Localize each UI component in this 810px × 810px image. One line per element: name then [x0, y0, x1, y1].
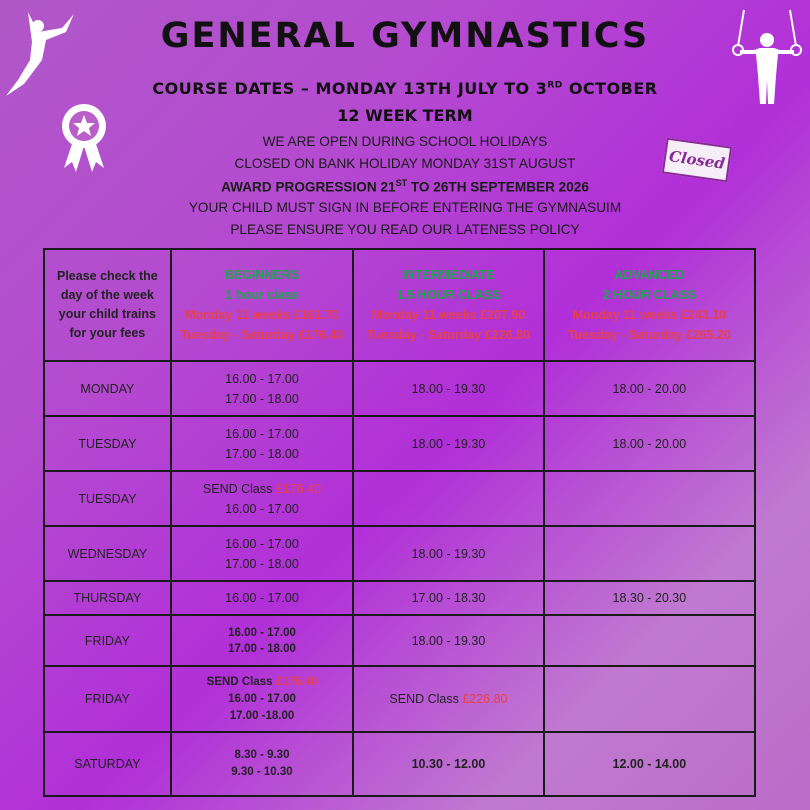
advanced-header: ADVANCED 2 HOUR CLASS Monday 11 weeks £243.10 Tuesday - Saturday £265.20 — [544, 249, 755, 361]
beginners-cell: SEND Class £176.40 16.00 - 17.00 17.00 -18.00 — [171, 666, 353, 732]
advanced-cell — [544, 666, 755, 732]
intermediate-cell: 18.00 - 19.30 — [353, 361, 544, 416]
day-cell: THURSDAY — [44, 581, 171, 615]
beginners-cell: 16.00 - 17.00 17.00 - 18.00 — [171, 526, 353, 581]
intermediate-header: INTERMEDIATE 1.5 HOUR CLASS Monday 11 weeks £207.90 Tuesday - Saturday £226.80 — [353, 249, 544, 361]
day-cell: FRIDAY — [44, 666, 171, 732]
beginners-cell: 16.00 - 17.00 17.00 - 18.00 — [171, 615, 353, 666]
fees-instruction: Please check the day of the week your child trains for your fees — [44, 249, 171, 361]
day-cell: TUESDAY — [44, 471, 171, 526]
intermediate-cell: 18.00 - 19.30 — [353, 615, 544, 666]
beginners-cell: 8.30 - 9.30 9.30 - 10.30 — [171, 732, 353, 796]
beginners-cell: 16.00 - 17.00 — [171, 581, 353, 615]
advanced-cell: 18.30 - 20.30 — [544, 581, 755, 615]
intermediate-cell: 10.30 - 12.00 — [353, 732, 544, 796]
term-length: 12 WEEK TERM — [337, 106, 473, 125]
table-row — [44, 471, 755, 526]
table-header-row — [44, 249, 755, 361]
day-cell: WEDNESDAY — [44, 526, 171, 581]
intermediate-cell: 18.00 - 19.30 — [353, 526, 544, 581]
beginners-header: BEGINNERS 1 hour class Monday 11 weeks £161.70 Tuesday - Saturday £176.40 — [171, 249, 353, 361]
closed-notice: CLOSED ON BANK HOLIDAY MONDAY 31ST AUGUST — [234, 156, 576, 171]
table-row — [44, 416, 755, 471]
advanced-cell — [544, 526, 755, 581]
beginners-cell: 16.00 - 17.00 17.00 - 18.00 — [171, 416, 353, 471]
timetable — [43, 248, 756, 797]
day-cell: FRIDAY — [44, 615, 171, 666]
intermediate-cell: SEND Class £226.80 — [353, 666, 544, 732]
table-row — [44, 732, 755, 796]
table-row — [44, 526, 755, 581]
advanced-cell: 18.00 - 20.00 — [544, 416, 755, 471]
lateness-notice: PLEASE ENSURE YOU READ OUR LATENESS POLICY — [230, 222, 580, 237]
table-row — [44, 581, 755, 615]
intermediate-cell — [353, 471, 544, 526]
advanced-cell — [544, 471, 755, 526]
day-cell: TUESDAY — [44, 416, 171, 471]
beginners-cell: 16.00 - 17.00 17.00 - 18.00 — [171, 361, 353, 416]
award-notice: AWARD PROGRESSION 21ST TO 26TH SEPTEMBER 2026 — [221, 178, 589, 195]
intermediate-cell: 18.00 - 19.30 — [353, 416, 544, 471]
beginners-cell: SEND Class £176.40 16.00 - 17.00 — [171, 471, 353, 526]
day-cell: MONDAY — [44, 361, 171, 416]
table-row — [44, 615, 755, 666]
sign-in-notice: YOUR CHILD MUST SIGN IN BEFORE ENTERING THE GYMNASUIM — [188, 200, 622, 215]
course-dates: COURSE DATES – MONDAY 13TH JULY TO 3RD OCTOBER — [152, 79, 658, 98]
table-row — [44, 666, 755, 732]
intermediate-cell: 17.00 - 18.30 — [353, 581, 544, 615]
table-row — [44, 361, 755, 416]
closed-stamp-text: Closed — [667, 147, 727, 173]
advanced-cell: 18.00 - 20.00 — [544, 361, 755, 416]
open-notice: WE ARE OPEN DURING SCHOOL HOLIDAYS — [262, 134, 548, 149]
page-title: GENERAL GYMNASTICS — [160, 16, 650, 56]
advanced-cell — [544, 615, 755, 666]
day-cell: SATURDAY — [44, 732, 171, 796]
advanced-cell: 12.00 - 14.00 — [544, 732, 755, 796]
